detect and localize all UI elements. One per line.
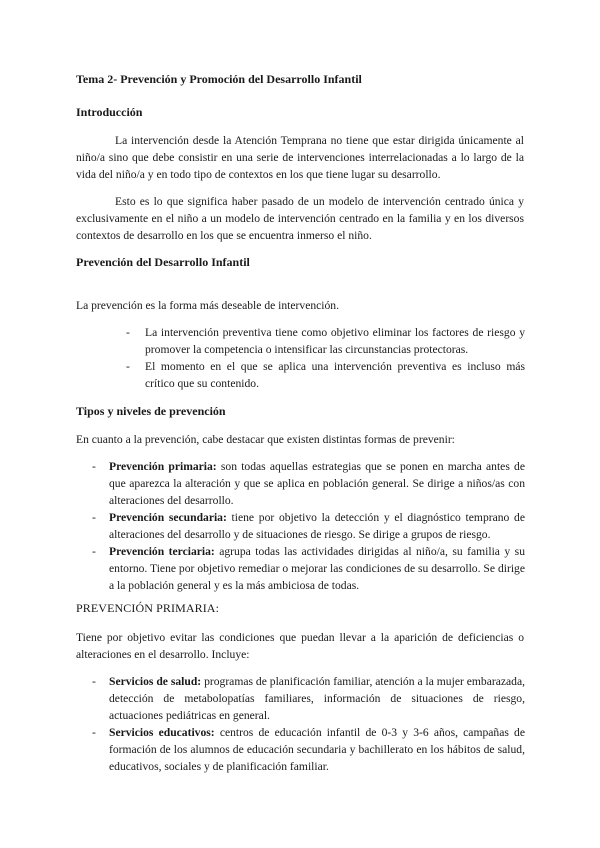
intro-paragraph-1: La intervención desde la Atención Temprana no tiene que estar dirigida únicamente al niño/a sino que debe consistir en una serie de intervenciones interrelacionadas a lo largo de la vida del niño/a y en todo tipo de contextos en los que tiene lugar su desarrollo. <box>76 134 524 181</box>
types-paragraph: En cuanto a la prevención, cabe destacar que existen distintas formas de prevenir: <box>76 433 455 446</box>
intro-paragraph-2: Esto es lo que significa haber pasado de un modelo de intervención centrado única y exclusivamente en el niño a un modelo de intervención centrado en la familia y en los diversos contextos de desarrollo en los que se encuentra inmerso el niño. <box>76 195 524 242</box>
item-label: Prevención primaria: <box>109 460 217 473</box>
item-text: agrupa todas las actividades dirigidas al niño/a, su familia y su entorno. Tiene por objetivo remediar o mejorar las condiciones de su desarrollo. Se dirige a la población general y es la más ambiciosa de todas. <box>109 545 525 592</box>
types-list <box>109 458 525 594</box>
item-label: Prevención terciaria: <box>109 545 215 558</box>
item-text: centros de educación infantil de 0-3 y 3-6 años, campañas de formación de los alumnos de educación secundaria y bachillerato en los hábitos de salud, educativos, sociales y de planificación familiar. <box>109 726 525 773</box>
prevention-list <box>145 324 525 392</box>
item-text: son todas aquellas estrategias que se ponen en marcha antes de que aparezca la alteración y que se aplica en población general. Se dirige a niños/as con alteraciones del desarrollo. <box>109 460 525 507</box>
primary-list <box>109 673 525 775</box>
list-item: - La intervención preventiva tiene como objetivo eliminar los factores de riesgo y promover la competencia o intensificar las circunstancias protectoras. <box>145 324 525 358</box>
heading-tipos-niveles: Tipos y niveles de prevención <box>76 404 226 418</box>
list-item <box>109 673 525 724</box>
list-item <box>109 458 525 509</box>
item-label: Servicios educativos: <box>109 726 215 739</box>
item-text: tiene por objetivo la detección y el diagnóstico temprano de alteraciones del desarrollo y de situaciones de riesgo. Se dirige a grupos de riesgo. <box>109 511 525 541</box>
item-text: programas de planificación familiar, atención a la mujer embarazada, detección de metabolopatías familiares, información de situaciones de riesgo, actuaciones pediátricas en general. <box>109 675 525 722</box>
list-item <box>109 509 525 543</box>
heading-prevencion: Prevención del Desarrollo Infantil <box>76 255 250 269</box>
primary-paragraph: Tiene por objetivo evitar las condiciones que puedan llevar a la aparición de deficiencias o alteraciones en el desarrollo. Incluye: <box>76 631 524 661</box>
list-item: - El momento en el que se aplica una intervención preventiva es incluso más crítico que su contenido. <box>145 358 525 392</box>
list-item <box>109 543 525 594</box>
item-label: Prevención secundaria: <box>109 511 227 524</box>
prevention-paragraph: La prevención es la forma más deseable de intervención. <box>76 299 339 312</box>
list-item <box>109 724 525 775</box>
heading-introduccion: Introducción <box>76 105 143 119</box>
item-label: Servicios de salud: <box>109 675 202 688</box>
document-title: Tema 2- Prevención y Promoción del Desarrollo Infantil <box>76 72 362 86</box>
heading-prevencion-primaria: PREVENCIÓN PRIMARIA: <box>76 601 220 615</box>
